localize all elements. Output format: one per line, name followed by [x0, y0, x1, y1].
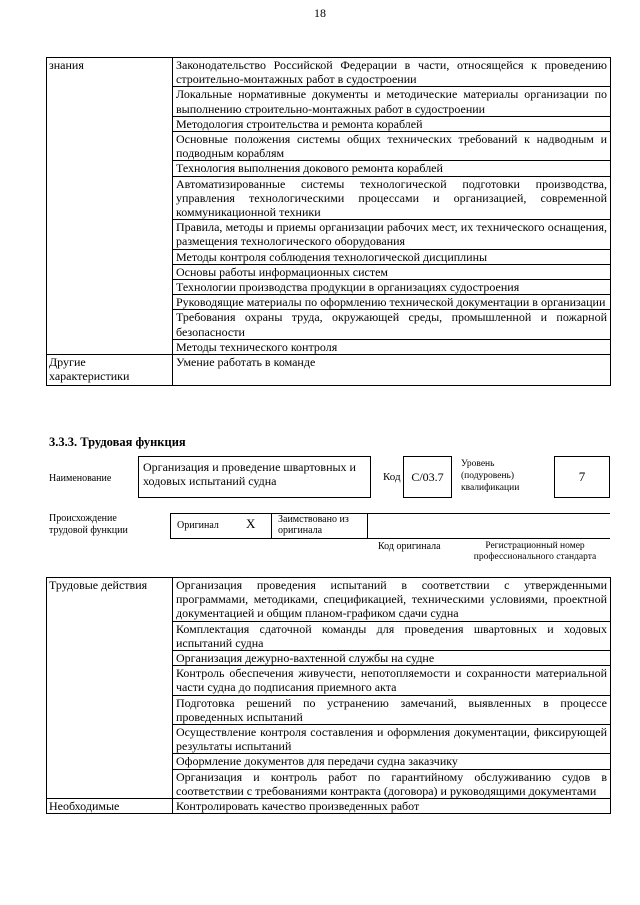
table-cell: Контролировать качество произведенных работ: [173, 799, 611, 814]
code-box: [403, 456, 452, 498]
row-label: Трудовые действия: [47, 578, 173, 799]
origin-box: [170, 513, 610, 539]
table-cell: Основы работы информационных систем: [173, 264, 611, 279]
code-original-label: Код оригинала: [378, 541, 441, 552]
table-row: [47, 355, 611, 386]
original-mark: X: [246, 516, 256, 531]
name-label: Наименование: [49, 473, 112, 484]
level-label: Уровень (подуровень) квалификации: [461, 459, 520, 493]
table-cell: Комплектация сдаточной команды для проведения швартовных и ходовых испытаний судна: [173, 621, 611, 650]
table-cell: Организация дежурно-вахтенной службы на судне: [173, 651, 611, 666]
code-label: Код: [383, 471, 401, 483]
table-cell: Технологии производства продукции в организациях судостроения: [173, 280, 611, 295]
original-label: Оригинал: [177, 520, 219, 531]
table-cell: Правила, методы и приемы организации рабочих мест, их технического оснащения, размещения технологического оборудования: [173, 220, 611, 249]
origin-divider: [271, 513, 272, 539]
table-cell: Законодательство Российской Федерации в части, относящейся к проведению строительно-монтажных работ в судостроении: [173, 58, 611, 87]
table-cell: Оформление документов для передачи судна заказчику: [173, 754, 611, 769]
table-cell: Организация проведения испытаний в соответствии с утвержденными программами, методиками, спецификацией, техническими условиями, проектной документацией и общим планом-графиком сдачи судна: [173, 578, 611, 622]
section-heading: 3.3.3. Трудовая функция: [49, 435, 186, 449]
row-label: Другие характеристики: [47, 355, 173, 386]
table-row: [47, 58, 611, 87]
table-cell: Методы технического контроля: [173, 339, 611, 354]
table-cell: Локальные нормативные документы и методические материалы организации по выполнению строительно-монтажных работ в судостроении: [173, 87, 611, 116]
table-cell: Умение работать в команде: [173, 355, 611, 386]
page-number: 18: [314, 6, 326, 20]
table-cell: Автоматизированные системы технологической подготовки производства, управления технологическими процессами и организацией, современной коммуникационной техники: [173, 176, 611, 220]
function-name: Организация и проведение швартовных и ходовых испытаний судна: [143, 460, 356, 488]
function-name-box: [138, 456, 371, 498]
table-row: [47, 578, 611, 622]
table-cell: Основные положения системы общих технических требований к надводным и подводным кораблям: [173, 132, 611, 161]
row-label: Необходимые: [47, 799, 173, 814]
origin-label: Происхождение трудовой функции: [49, 513, 128, 536]
row-label: знания: [47, 58, 173, 355]
table-cell: Организация и контроль работ по гарантийному обслуживанию судов в соответствии с требованиями контракта (договора) и руководящими документами: [173, 769, 611, 798]
borrowed-label: Заимствовано из оригинала: [278, 514, 349, 536]
knowledge-table: [46, 57, 611, 386]
table-cell: Методология строительства и ремонта кораблей: [173, 116, 611, 131]
code-value: C/03.7: [411, 470, 444, 484]
table-cell: Технология выполнения докового ремонта кораблей: [173, 161, 611, 176]
table-cell: Контроль обеспечения живучести, непотопляемости и сохранности материальной части судна до подписания приемного акта: [173, 666, 611, 695]
level-value: 7: [578, 469, 586, 484]
table-cell: Руководящие материалы по оформлению технической документации в организации: [173, 295, 611, 310]
labor-actions-table: [46, 577, 611, 814]
level-box: [554, 456, 610, 498]
origin-divider: [367, 513, 368, 539]
table-row: [47, 799, 611, 814]
table-cell: Подготовка решений по устранению замечаний, выявленных в процессе проведенных испытаний: [173, 695, 611, 724]
table-cell: Осуществление контроля составления и оформления документации, фиксирующей результаты испытаний: [173, 725, 611, 754]
table-cell: Методы контроля соблюдения технологической дисциплины: [173, 249, 611, 264]
table-cell: Требования охраны труда, окружающей среды, промышленной и пожарной безопасности: [173, 310, 611, 339]
reg-number-label: Регистрационный номер профессионального стандарта: [473, 541, 597, 562]
